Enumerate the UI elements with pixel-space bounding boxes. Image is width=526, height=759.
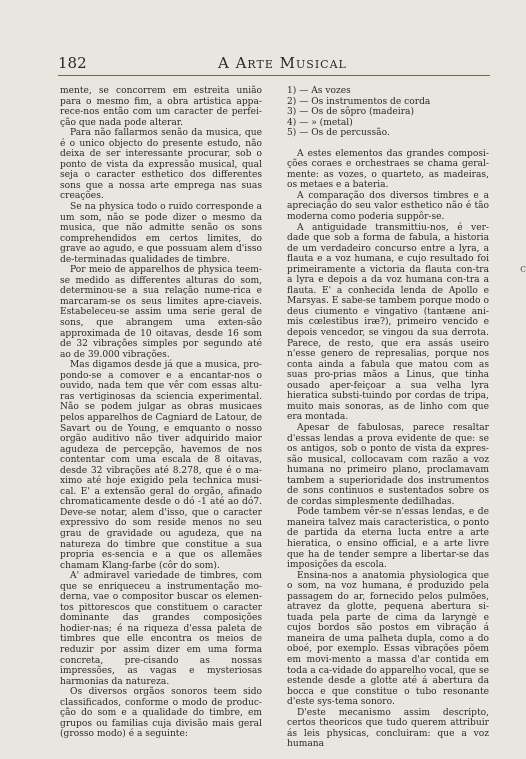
list-item: 3) — Os de sôpro (madeira) [287, 107, 415, 118]
right-column [287, 86, 489, 750]
paragraph: Por meio de apparelhos de physica teem-se medido as differentes alturas do som, determinou-se a sua relação nume-rica e marcaram-se os seus limites apre-ciaveis. Estabeleceu-se assim uma serie geral de sons, que abrangem uma exten-são approximada de 10 oitavas, desde 16 som de 32 vibrações simples por segundo até ao de 39.000 vibrações. [60, 265, 262, 360]
paragraph: A estes elementos das grandes composi-ções coraes e orchestraes se chama geral-mente: as vozes, o quarteto, as madeiras, os metaes e a bateria. [287, 148, 489, 191]
paragraph: mente, se concorrem em estreita união para o mesmo fim, a obra artistica appa-rece-nos então com um caracter de perfei-ção que nada pode alterar. [60, 86, 262, 128]
page-header [58, 54, 490, 74]
paragraph: Se na physica todo o ruido corresponde a um som, não se pode dizer o mesmo da musica, que não admitte senão os sons comprehendidos em certos limites, do grave ao agudo, e que possuam alem d'isso de-terminadas qualidades de timbre. [60, 202, 262, 265]
list-item: 4) — » (metal) [287, 117, 353, 128]
paragraph: Para não fallarmos senão da musica, que é o unico objecto do presente estudo, não deixa de ser interessante procurar, sob o ponto de vista da expressão musical, qual seja o caracter esthetico dos differentes sons que a nossa arte emprega nas suas creações. [60, 128, 262, 202]
paragraph: Os diversos orgãos sonoros teem sido classificados, conforme o modo de produc-ção do som e a qualidade do timbre, em grupos ou familias cuja divisão mais geral (grosso modo) é a seguinte: [60, 687, 262, 740]
list-item: 2) — Os instrumentos de corda [287, 96, 431, 107]
paragraph: Pode tambem vêr-se n'essas lendas, e de maneira talvez mais caracteristica, o ponto de partida da eterna lucta entre a arte hieratica, o ensino official, e a arte livre que ha de tender sempre a libertar-se das imposições da escola. [287, 507, 489, 571]
paragraph: Ensina-nos a anatomia physiologica que o som, na voz humana, é produzido pela passagem do ar, fornecido pelos pulmões, atravez da glotte, pequena abertura si-tuada pela parte de cima da laryngè e cujos bordos são postos em vibração á maneira de uma palheta dupla, como a do oboé, por exemplo. Essas vibrações põem em movi-mento a massa d'ar contida em toda a ca-vidade do apparelho vocal, que se estende desde a glotte até á abertura da bocca e que constitue o tubo resonante d'este sys-tema sonoro. [287, 570, 489, 708]
paragraph: A comparação dos diversos timbres e a apreciação do seu valor esthetico não é tão moderna como poderia suppôr-se. [287, 190, 489, 223]
paragraph: A antiguidade transmittiu-nos, é ver-dade que sob a forma de fabula, a historia de um verdadeiro concurso entre a lyra, a flauta e a voz humana, e cujo resultado foi primeiramente a victoria da flauta con-tra a lyra e depois a da voz humana con-tra a flauta. E' a conhecida lenda de Apollo e Marsyas. E sabe-se tambem porque modo o deus ciumento e vingativo (tantæne ani-mis cœlestibus iræ?), primeiro vencido e depois vencedor, se vingou da sua derrota. Parece, de resto, que era assás useiro n'esse genero de represalias, porque nos conta ainda a fabula que matou com as suas pro-prias mãos a Linus, que tinha ousado aper-feiçoar a sua velha lyra hieratica substi-tuindo por cordas de tripa, muito mais sonoras, as de linho com que era montada. [287, 222, 489, 423]
paragraph: D'este mecanismo assim descripto, certos theoricos que tudo querem attribuir ás leis physicas, concluiram: que a voz humana [287, 707, 489, 750]
list-item: 5) — Os de percussão. [287, 128, 390, 139]
paragraph: A' admiravel variedade de timbres, com que se enriqueceu a instrumentação mo-derna, vae o compositor buscar os elemen-tos pittorescos que constituem o caracter dominante das grandes composições hodier-nas; é na riqueza d'essa paleta de timbres que elle encontra os meios de reduzir por assim dizer em uma forma concreta, pre-cisando as nossas impressões, as vagas e mysteriosas harmonias da natureza. [60, 571, 262, 687]
spacer [287, 139, 489, 149]
left-column [60, 86, 262, 740]
paragraph: Mas digamos desde já que a musica, pro-pondo-se a comover e a encantar-nos o ouvido, nada tem que vêr com essas altu-ras vertiginosas da sciencia experimental. Não se podem julgar as obras musicaes pelos apparelhos de Cagniard de Latour, de Savart ou de Young, e emquanto o nosso orgão auditivo não tiver adquirido maior agudeza de percepção, havemos de nos contentar com uma escala de 8 oitavas, desde 32 vibrações até 8.278, que é o ma-ximo até hoje exigido pela technica musi-cal. E' a extensão geral do orgão, afinado chromaticamente desde o dó -1 até ao dó7. Deve-se notar, alem d'isso, que o caracter expressivo do som reside menos no seu grau de gravidade ou agudeza, que na natureza do timbre que constitue a sua propria es-sencia e a que os allemães chamam Klang-farbe (côr do som). [60, 360, 262, 571]
header-rule [58, 75, 490, 76]
list-item: 1) — As vozes [287, 86, 351, 96]
page-number: 182 [58, 54, 87, 72]
margin-mark: c [520, 262, 526, 275]
paragraph: Apesar de fabulosas, parece resaltar d'essas lendas a prova evidente de que: se os antigos, sob o ponto de vista da expres-são musical, collocavam com razão a voz humana no primeiro plano, proclamavam tambem a superioridade dos instrumentos de sons continuos e sustentados sobre os de cordas simplesmente dedilhadas. [287, 422, 489, 507]
running-title: A Arte Musical [218, 54, 347, 72]
